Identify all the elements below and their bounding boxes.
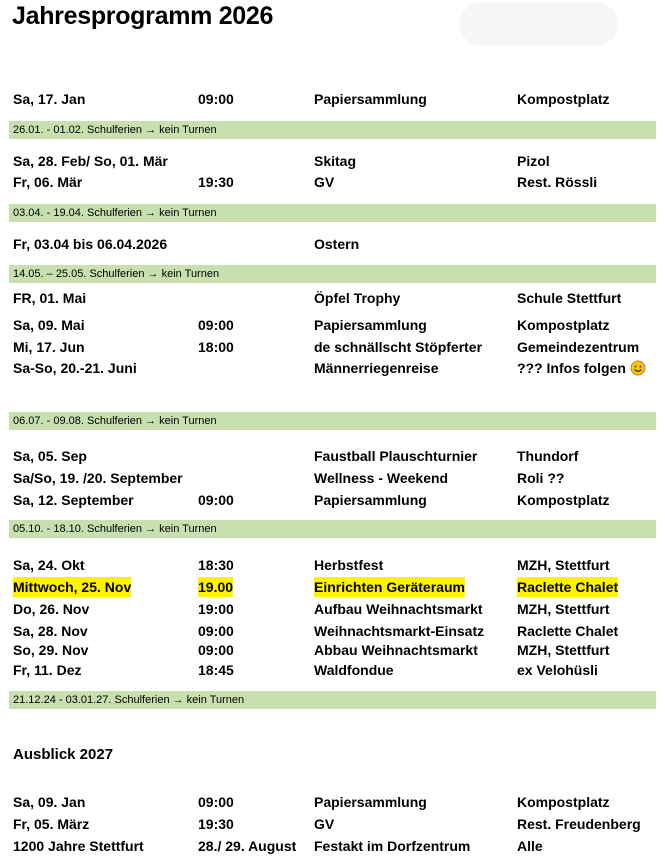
row-location bbox=[517, 792, 610, 812]
row-location-text: MZH, Stettfurt bbox=[517, 557, 610, 573]
holiday-band-text: 05.10. - 18.10. Schulferien → kein Turnen bbox=[13, 523, 217, 535]
row-event bbox=[314, 446, 477, 466]
row-event-text: Aufbau Weihnachtsmarkt bbox=[314, 601, 483, 617]
row-event-text: Männerriegenreise bbox=[314, 360, 439, 376]
row-event-text: GV bbox=[314, 816, 335, 832]
row-date bbox=[13, 660, 81, 680]
row-time bbox=[198, 490, 234, 510]
row-location-text: Kompostplatz bbox=[517, 91, 610, 107]
row-time-text: 28./ 29. August bbox=[198, 838, 297, 854]
row-time bbox=[198, 555, 234, 575]
row-time-text: 09:00 bbox=[198, 642, 234, 658]
program-row bbox=[0, 358, 665, 378]
row-event-text: Herbstfest bbox=[314, 557, 384, 573]
holiday-band bbox=[9, 121, 656, 139]
row-location bbox=[517, 599, 610, 619]
row-location bbox=[517, 640, 610, 660]
row-date-text: Sa, 28. Feb/ So, 01. Mär bbox=[13, 153, 168, 169]
row-location bbox=[517, 446, 578, 466]
row-location-text: ??? Infos folgen bbox=[517, 360, 626, 376]
row-event bbox=[314, 234, 359, 254]
row-location-text: Kompostplatz bbox=[517, 492, 610, 508]
row-date-text: Sa, 17. Jan bbox=[13, 91, 86, 107]
row-time bbox=[198, 89, 234, 109]
row-location bbox=[517, 814, 641, 834]
row-date bbox=[13, 358, 137, 378]
row-event bbox=[314, 792, 427, 812]
row-date bbox=[13, 89, 85, 109]
row-date bbox=[13, 490, 134, 510]
program-row bbox=[0, 814, 665, 834]
row-time-text: 19:00 bbox=[198, 601, 234, 617]
row-event bbox=[314, 640, 478, 660]
holiday-band-text: 14.05. – 25.05. Schulferien → kein Turnen bbox=[13, 268, 220, 280]
row-date-text: Sa, 12. September bbox=[13, 492, 134, 508]
row-time-text: 09:00 bbox=[198, 623, 234, 639]
row-location-text: MZH, Stettfurt bbox=[517, 601, 610, 617]
row-date bbox=[13, 555, 85, 575]
row-time-text: 09:00 bbox=[198, 794, 234, 810]
row-date bbox=[13, 621, 88, 641]
row-date-text: Sa, 24. Okt bbox=[13, 557, 85, 573]
row-date bbox=[13, 315, 85, 335]
row-event-text: Papiersammlung bbox=[314, 91, 427, 107]
row-event bbox=[314, 315, 427, 335]
program-row bbox=[0, 234, 665, 254]
program-row bbox=[0, 151, 665, 171]
row-location-text: Pizol bbox=[517, 153, 550, 169]
row-time bbox=[198, 621, 234, 641]
row-date-text: Fr, 03.04 bis 06.04.2026 bbox=[13, 236, 168, 252]
row-date-text: Mittwoch, 25. Nov bbox=[13, 579, 132, 595]
row-location-text: MZH, Stettfurt bbox=[517, 642, 610, 658]
row-date-text: Mi, 17. Jun bbox=[13, 339, 85, 355]
row-event bbox=[314, 89, 427, 109]
row-event-text: Papiersammlung bbox=[314, 492, 427, 508]
holiday-band bbox=[9, 691, 656, 709]
row-event bbox=[314, 555, 383, 575]
row-date-text: So, 29. Nov bbox=[13, 642, 89, 658]
row-time-text: 09:00 bbox=[198, 91, 234, 107]
holiday-band bbox=[9, 204, 656, 222]
program-row bbox=[0, 315, 665, 335]
row-location-text: Alle bbox=[517, 838, 543, 854]
row-time-text: 19:30 bbox=[198, 174, 234, 190]
row-date bbox=[13, 792, 85, 812]
row-time-text: 19.00 bbox=[198, 579, 234, 595]
row-date-text: Sa, 28. Nov bbox=[13, 623, 88, 639]
row-date bbox=[13, 814, 89, 834]
holiday-band-text: 03.04. - 19.04. Schulferien → kein Turnen bbox=[13, 207, 217, 219]
holiday-band bbox=[9, 412, 656, 430]
row-time bbox=[198, 792, 234, 812]
row-event-text: Wellness - Weekend bbox=[314, 470, 449, 486]
page-title: Jahresprogramm 2026 bbox=[12, 2, 274, 30]
row-time bbox=[198, 577, 233, 597]
row-location-text: Rest. Rössli bbox=[517, 174, 598, 190]
row-event bbox=[314, 660, 394, 680]
row-time-text: 18:45 bbox=[198, 662, 234, 678]
outlook-heading: Ausblick 2027 bbox=[13, 746, 114, 763]
program-row bbox=[0, 621, 665, 641]
row-location-text: Raclette Chalet bbox=[517, 623, 619, 639]
row-event bbox=[314, 337, 482, 357]
holiday-band bbox=[9, 520, 656, 538]
program-row bbox=[0, 337, 665, 357]
program-row bbox=[0, 288, 665, 308]
row-time-text: 18:00 bbox=[198, 339, 234, 355]
program-row bbox=[0, 468, 665, 488]
row-location bbox=[517, 660, 598, 680]
holiday-band-text: 26.01. - 01.02. Schulferien → kein Turnen bbox=[13, 124, 217, 136]
program-row bbox=[0, 836, 665, 856]
program-row bbox=[0, 640, 665, 660]
row-time-text: 19:30 bbox=[198, 816, 234, 832]
program-row bbox=[0, 555, 665, 575]
row-date-text: Fr, 05. März bbox=[13, 816, 90, 832]
row-time bbox=[198, 172, 234, 192]
row-time bbox=[198, 836, 296, 856]
row-time-text: 09:00 bbox=[198, 492, 234, 508]
row-location bbox=[517, 577, 618, 597]
row-date-text: Sa, 09. Mai bbox=[13, 317, 85, 333]
program-row bbox=[0, 792, 665, 812]
row-event-text: Skitag bbox=[314, 153, 357, 169]
row-location-text: Roli ?? bbox=[517, 470, 565, 486]
row-location bbox=[517, 358, 646, 381]
row-event-text: Einrichten Geräteraum bbox=[314, 579, 465, 595]
row-location-text: Raclette Chalet bbox=[517, 579, 619, 595]
row-date bbox=[13, 337, 85, 357]
row-location-text: Kompostplatz bbox=[517, 794, 610, 810]
row-event bbox=[314, 490, 427, 510]
row-event-text: Ostern bbox=[314, 236, 360, 252]
row-location-text: Kompostplatz bbox=[517, 317, 610, 333]
row-event-text: Weihnachtsmarkt-Einsatz bbox=[314, 623, 485, 639]
row-location bbox=[517, 151, 550, 171]
row-location bbox=[517, 621, 618, 641]
row-event bbox=[314, 172, 334, 192]
row-location bbox=[517, 315, 610, 335]
row-date bbox=[13, 288, 86, 308]
row-date bbox=[13, 468, 183, 488]
row-event-text: Papiersammlung bbox=[314, 794, 427, 810]
row-event-text: GV bbox=[314, 174, 335, 190]
row-event bbox=[314, 621, 484, 641]
row-event-text: Waldfondue bbox=[314, 662, 394, 678]
row-date-text: FR, 01. Mai bbox=[13, 290, 87, 306]
program-row bbox=[0, 89, 665, 109]
row-event bbox=[314, 468, 448, 488]
row-event-text: Faustball Plauschturnier bbox=[314, 448, 478, 464]
row-location bbox=[517, 172, 597, 192]
row-date-text: Sa, 09. Jan bbox=[13, 794, 86, 810]
row-time bbox=[198, 660, 234, 680]
program-row bbox=[0, 577, 665, 597]
row-location-text: Rest. Freudenberg bbox=[517, 816, 641, 832]
row-date bbox=[13, 640, 88, 660]
program-row bbox=[0, 660, 665, 680]
row-location bbox=[517, 468, 564, 488]
row-date bbox=[13, 836, 144, 856]
redaction-blur bbox=[460, 2, 618, 46]
row-date bbox=[13, 172, 82, 192]
row-date-text: Sa/So, 19. /20. September bbox=[13, 470, 183, 486]
row-location-text: Schule Stettfurt bbox=[517, 290, 622, 306]
row-time-text: 18:30 bbox=[198, 557, 234, 573]
program-row bbox=[0, 446, 665, 466]
holiday-band bbox=[9, 265, 656, 283]
row-date bbox=[13, 599, 89, 619]
row-time bbox=[198, 337, 234, 357]
row-date-text: 1200 Jahre Stettfurt bbox=[13, 838, 144, 854]
program-row bbox=[0, 599, 665, 619]
row-date bbox=[13, 446, 87, 466]
row-event-text: Öpfel Trophy bbox=[314, 290, 401, 306]
row-event-text: Festakt im Dorfzentrum bbox=[314, 838, 471, 854]
row-date bbox=[13, 151, 168, 171]
row-event bbox=[314, 577, 465, 597]
row-date bbox=[13, 577, 131, 597]
row-event bbox=[314, 151, 356, 171]
row-date-text: Fr, 11. Dez bbox=[13, 662, 82, 678]
row-location-text: Thundorf bbox=[517, 448, 579, 464]
program-row bbox=[0, 490, 665, 510]
row-event-text: Papiersammlung bbox=[314, 317, 427, 333]
row-event bbox=[314, 814, 334, 834]
row-time-text: 09:00 bbox=[198, 317, 234, 333]
row-time bbox=[198, 599, 234, 619]
row-date bbox=[13, 234, 167, 254]
smiley-icon bbox=[630, 360, 646, 381]
row-location bbox=[517, 490, 610, 510]
row-event bbox=[314, 358, 439, 378]
row-date-text: Do, 26. Nov bbox=[13, 601, 90, 617]
row-date-text: Sa-So, 20.-21. Juni bbox=[13, 360, 137, 376]
row-time bbox=[198, 315, 234, 335]
row-time bbox=[198, 814, 234, 834]
row-location bbox=[517, 337, 639, 357]
row-location bbox=[517, 555, 610, 575]
row-event-text: de schnällscht Stöpferter bbox=[314, 339, 483, 355]
row-location-text: Gemeindezentrum bbox=[517, 339, 640, 355]
row-event-text: Abbau Weihnachtsmarkt bbox=[314, 642, 478, 658]
program-row bbox=[0, 172, 665, 192]
row-event bbox=[314, 836, 470, 856]
row-event bbox=[314, 599, 483, 619]
row-event bbox=[314, 288, 400, 308]
holiday-band-text: 21.12.24 - 03.01.27. Schulferien → kein Turnen bbox=[13, 694, 245, 706]
holiday-band-text: 06.07. - 09.08. Schulferien → kein Turnen bbox=[13, 415, 217, 427]
row-date-text: Fr, 06. Mär bbox=[13, 174, 83, 190]
row-location-text: ex Velohüsli bbox=[517, 662, 598, 678]
row-time bbox=[198, 640, 234, 660]
row-location bbox=[517, 288, 621, 308]
row-date-text: Sa, 05. Sep bbox=[13, 448, 87, 464]
row-location bbox=[517, 836, 543, 856]
row-location bbox=[517, 89, 610, 109]
